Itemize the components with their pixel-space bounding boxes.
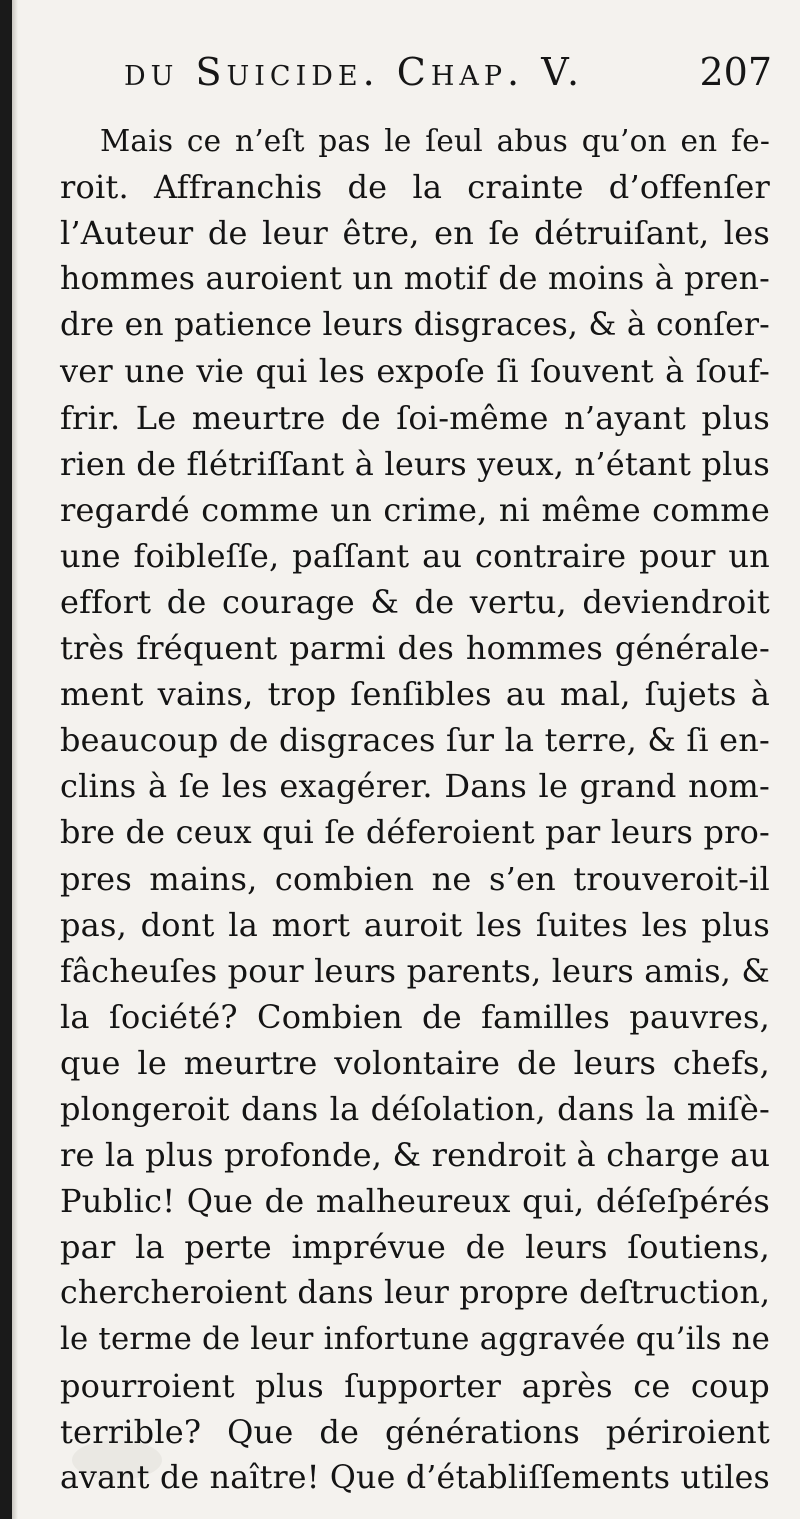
text-line: pres mains, combien ne s’en trouveroit-il <box>60 859 770 898</box>
text-line: beaucoup de disgraces ſur la terre, & ſi en- <box>60 721 770 760</box>
book-page <box>12 0 800 1519</box>
text-line: terrible? Que de générations périroient <box>60 1412 770 1451</box>
text-line: que le meurtre volontaire de leurs chefs, <box>60 1043 770 1082</box>
page-number: 207 <box>699 50 772 94</box>
text-line: chercheroient dans leur propre deſtruction, <box>60 1275 771 1312</box>
text-line: frir. Le meurtre de ſoi-même n’ayant plus <box>60 398 770 437</box>
text-line: clins à ſe les exagérer. Dans le grand nom- <box>60 767 770 806</box>
text-line: regardé comme un crime, ni même comme <box>60 490 770 529</box>
body-text <box>60 118 770 1501</box>
text-line: Mais ce n’eſt pas le ſeul abus qu’on en fe- <box>100 124 770 158</box>
text-line: avant de naître! Que d’établiſſements utiles <box>60 1459 770 1496</box>
text-line: rien de flétriſſant à leurs yeux, n’étant plus <box>60 444 770 483</box>
text-line: bre de ceux qui ſe déferoient par leurs pro- <box>60 813 770 852</box>
text-line: re la plus profonde, & rendroit à charge au <box>60 1136 771 1175</box>
running-head-title: du Suicide. Chap. V. <box>124 50 585 94</box>
text-line: hommes auroient un motif de moins à pren- <box>60 261 770 298</box>
text-line: Public! Que de malheureux qui, déſeſpérés <box>60 1182 770 1221</box>
text-line: pas, dont la mort auroit les ſuites les plus <box>60 905 770 944</box>
text-line: roit. Affranchis de la crainte d’offenſer <box>60 168 770 207</box>
page-gutter-shadow <box>12 0 18 1519</box>
text-line: le terme de leur infortune aggravée qu’ils ne <box>60 1321 770 1358</box>
text-line: dre en patience leurs disgraces, & à conſer- <box>60 307 770 344</box>
text-line: une foibleſſe, paſſant au contraire pour un <box>60 536 770 575</box>
running-head <box>124 42 772 102</box>
text-line: fâcheuſes pour leurs parents, leurs amis, & <box>60 951 770 990</box>
text-line: ver une vie qui les expoſe ſi ſouvent à ſouf- <box>60 352 770 391</box>
text-line: pourroient plus ſupporter après ce coup <box>60 1366 770 1405</box>
text-line: ment vains, trop ſenſibles au mal, ſujets à <box>60 675 770 714</box>
text-line: par la perte imprévue de leurs ſoutiens, <box>60 1228 770 1267</box>
text-line: effort de courage & de vertu, deviendroit <box>60 582 770 621</box>
text-line: la ſociété? Combien de familles pauvres, <box>60 997 770 1036</box>
text-line: très fréquent parmi des hommes générale- <box>60 629 770 668</box>
text-line: plongeroit dans la déſolation, dans la miſè- <box>60 1089 770 1128</box>
text-line: l’Auteur de leur être, en ſe détruiſant, les <box>60 214 770 253</box>
